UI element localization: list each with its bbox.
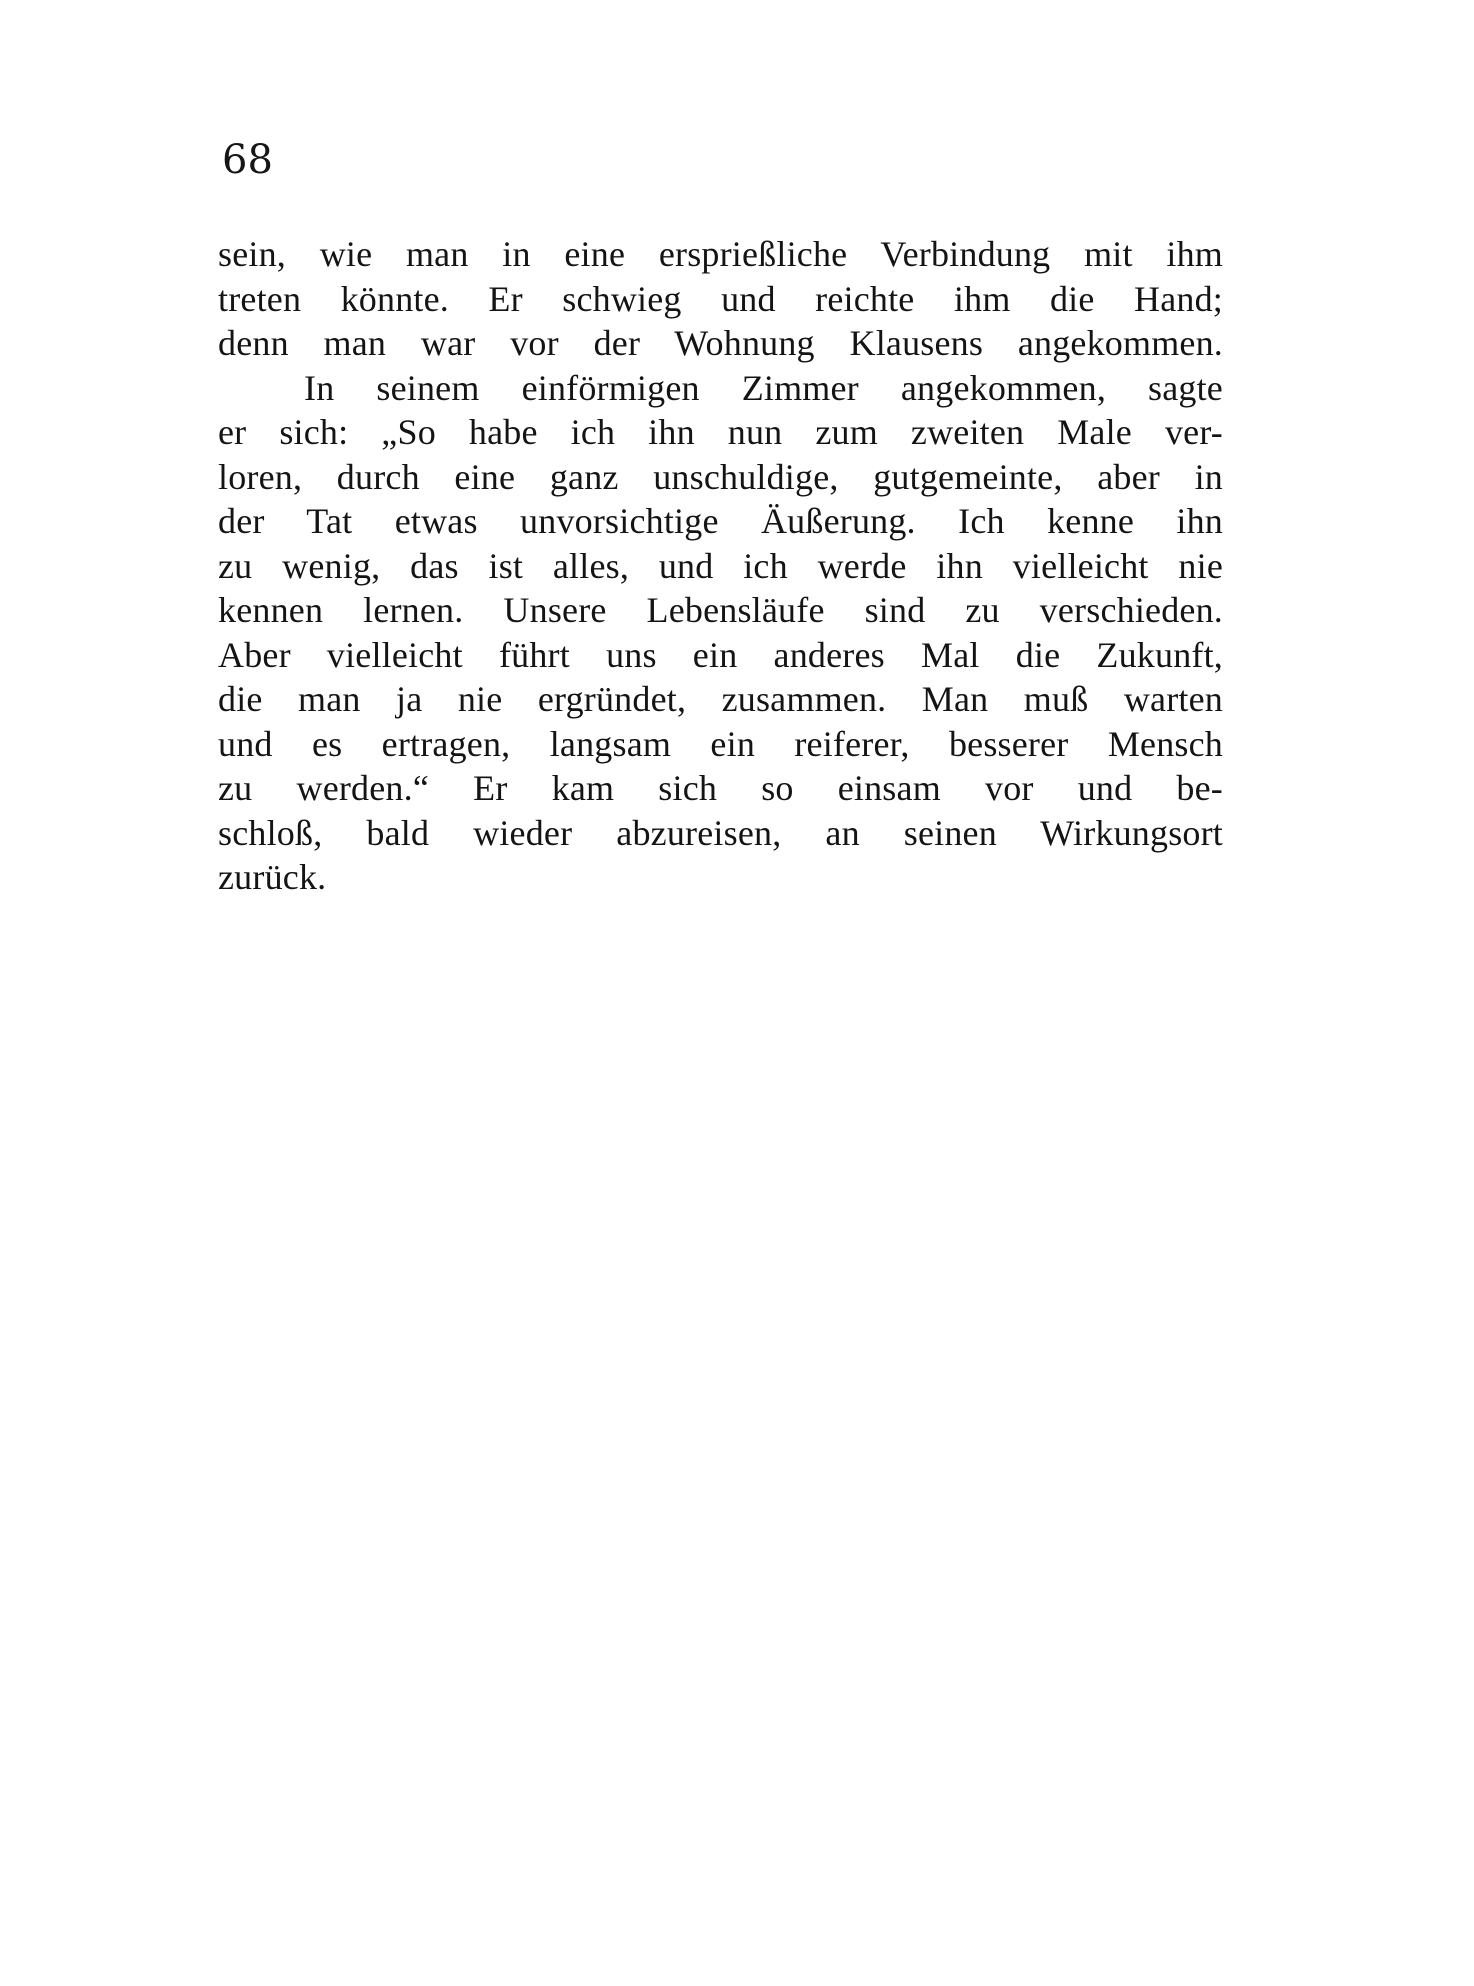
text-line: kennen lernen. Unsere Lebensläufe sind zu verschieden. (218, 590, 1223, 630)
text-line: treten könnte. Er schwieg und reichte ihm die Hand; (218, 278, 1223, 319)
text-line: schloß, bald wieder abzureisen, an seinen Wirkungsort (218, 812, 1223, 853)
paragraph-last-line: zurück. (218, 857, 327, 897)
text-line: er sich: „So habe ich ihn nun zum zweiten Male ver- (218, 412, 1223, 452)
text-line: sein, wie man in eine ersprießliche Verbindung mit ihm (218, 234, 1223, 274)
text-line: die man ja nie ergründet, zusammen. Man muß warten (218, 679, 1223, 719)
text-line: Aber vielleicht führt uns ein anderes Mal die Zukunft, (218, 634, 1223, 675)
text-line: denn man war vor der Wohnung Klausens angekommen. (218, 323, 1223, 363)
text-line: der Tat etwas unvorsichtige Äußerung. Ich kenne ihn (218, 501, 1223, 541)
text-line: und es ertragen, langsam ein reiferer, besserer Mensch (218, 723, 1223, 764)
body-text (218, 232, 1223, 900)
text-line: zu werden.“ Er kam sich so einsam vor und be- (218, 768, 1223, 808)
paragraph-first-line: In seinem einförmigen Zimmer angekommen, sagte (304, 367, 1223, 408)
text-line: zu wenig, das ist alles, und ich werde ihn vielleicht nie (218, 545, 1223, 586)
page-number: 68 (222, 137, 273, 183)
text-line: loren, durch eine ganz unschuldige, gutgemeinte, aber in (218, 456, 1223, 497)
